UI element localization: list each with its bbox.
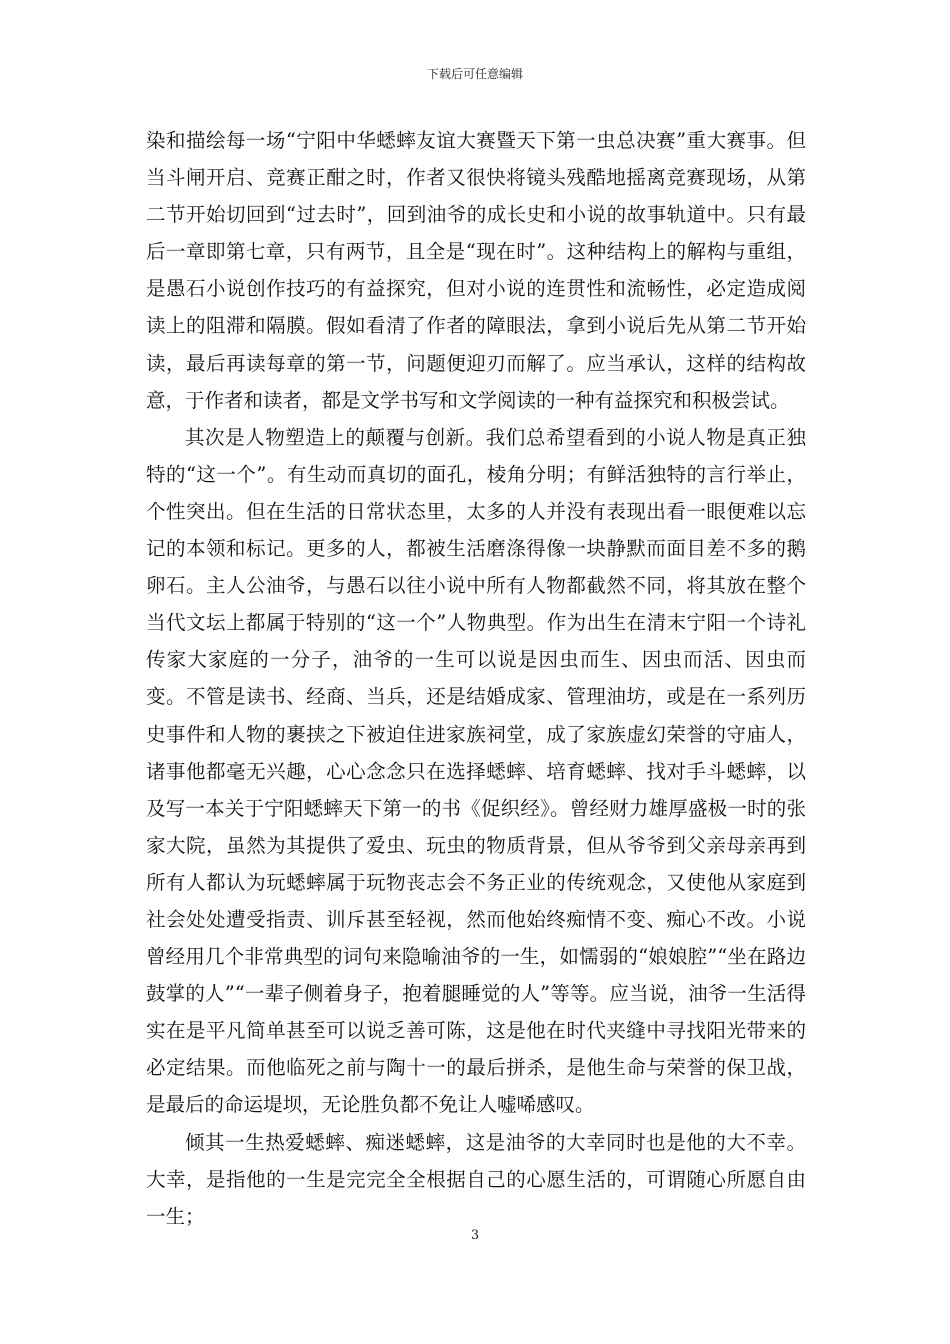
paragraph-continued: 染和描绘每一场“宁阳中华蟋蟀友谊大赛暨天下第一虫总决赛”重大赛事。但当斗闸开启、竞赛正酣之时，作者又很快将镜头残酷地摇离竞赛现场，从第二节开始切回到“过去时”，回到油爷的成长史和小说的故事轨道中。只有最后一章即第七章，只有两节，且全是“现在时”。这种结构上的解构与重组，是愚石小说创作技巧的有益探究，但对小说的连贯性和流畅性，必定造成阅读上的阻滞和隔膜。假如看清了作者的障眼法，拿到小说后先从第二节开始读，最后再读每章的第一节，问题便迎刃而解了。应当承认，这样的结构故意，于作者和读者，都是文学书写和文学阅读的一种有益探究和积极尝试。 [146,129,806,412]
paragraph-character-portrayal: 其次是人物塑造上的颠覆与创新。我们总希望看到的小说人物是真正独特的“这一个”。有生动而真切的面孔，棱角分明；有鲜活独特的言行举止，个性突出。但在生活的日常状态里，太多的人并没有表现出看一眼便难以忘记的本领和标记。更多的人，都被生活磨涤得像一块静默而面目差不多的鹅卵石。主人公油爷，与愚石以往小说中所有人物都截然不同，将其放在整个当代文坛上都属于特别的“这一个”人物典型。作为出生在清末宁阳一个诗礼传家大家庭的一分子，油爷的一生可以说是因虫而生、因虫而活、因虫而变。不管是读书、经商、当兵，还是结婚成家、管理油坊，或是在一系列历史事件和人物的裹挟之下被迫住进家族祠堂，成了家族虚幻荣誉的守庙人，诸事他都毫无兴趣，心心念念只在选择蟋蟀、培育蟋蟀、找对手斗蟋蟀，以及写一本关于宁阳蟋蟀天下第一的书《促织经》。曾经财力雄厚盛极一时的张家大院，虽然为其提供了爱虫、玩虫的物质背景，但从爷爷到父亲母亲再到所有人都认为玩蟋蟀属于玩物丧志会不务正业的传统观念，又使他从家庭到社会处处遭受指责、训斥甚至轻视，然而他始终痴情不变、痴心不改。小说曾经用几个非常典型的词句来隐喻油爷的一生，如懦弱的“娘娘腔”“坐在路边鼓掌的人”“一辈子侧着身子，抱着腿睡觉的人”等等。应当说，油爷一生活得实在是平凡简单甚至可以说乏善可陈，这是他在时代夹缝中寻找阳光带来的必定结果。而他临死之前与陶十一的最后拼杀，是他生命与荣誉的保卫战，是最后的命运堤坝，无论胜负都不免让人嘘唏感叹。 [146,425,806,1117]
page-header: 下载后可任意编辑 [426,67,523,81]
page-number: 3 [470,1228,480,1243]
paragraph-fortune: 倾其一生热爱蟋蟀、痴迷蟋蟀，这是油爷的大幸同时也是他的大不幸。大幸，是指他的一生是完完全全根据自己的心愿生活的，可谓随心所愿自由一生； [146,1130,806,1228]
body-text [146,122,806,1235]
